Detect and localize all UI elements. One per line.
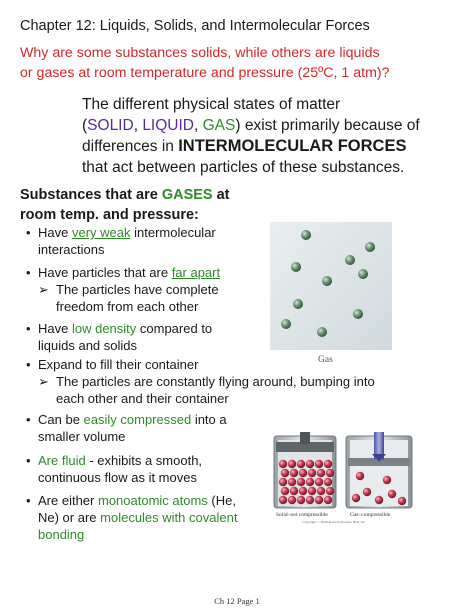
solid-particle <box>297 478 305 486</box>
highlight-low-density: low density <box>71 321 137 336</box>
solid-particle <box>288 460 296 468</box>
solid-particle <box>315 460 323 468</box>
list-item-line <box>38 411 268 428</box>
solid-particle <box>279 496 287 504</box>
gas-particle <box>317 327 327 337</box>
solid-particle <box>279 460 287 468</box>
solid-particle <box>288 478 296 486</box>
solid-particle <box>306 460 314 468</box>
figure-copyright: Copyright © 2008 Pearson Prentice Hall, Inc. <box>302 520 366 524</box>
gas-figure-background <box>270 222 392 350</box>
solid-particle <box>297 496 305 504</box>
bullet-icon: • <box>26 225 31 240</box>
question-line-2: or gases at room temperature and pressure (25ºC, 1 atm)? <box>20 65 390 81</box>
highlight-very-weak: very weak <box>71 225 131 240</box>
list-item-text: - exhibits a smooth, <box>85 453 203 468</box>
gas-particle <box>345 255 355 265</box>
solid-particle <box>288 496 296 504</box>
piston-rod <box>300 432 310 444</box>
list-item-line: smaller volume <box>38 429 126 444</box>
bullet-icon: • <box>26 412 31 427</box>
gases-keyword: GASES <box>161 187 213 203</box>
compressed-gas-particle <box>383 476 391 484</box>
solid-particle <box>299 487 307 495</box>
sub-item-line: The particles have complete <box>56 282 219 297</box>
arrow-bullet-icon: ➢ <box>38 374 49 389</box>
arrow-bullet-icon: ➢ <box>38 282 49 297</box>
list-item-text: Can be <box>38 412 84 427</box>
state-solid: SOLID <box>87 117 134 134</box>
gases-heading-line-2: room temp. and pressure: <box>20 207 199 223</box>
gases-heading-pre: Substances that are <box>20 187 162 203</box>
solid-particle <box>324 478 332 486</box>
solid-particle <box>297 460 305 468</box>
list-item-text: Have <box>38 321 72 336</box>
gas-particle <box>301 230 311 240</box>
solid-particle <box>317 487 325 495</box>
page-footer: Ch 12 Page 1 <box>214 596 260 606</box>
list-item-line: continuous flow as it moves <box>38 470 197 485</box>
compressed-gas-particle <box>352 494 360 502</box>
solid-particle <box>326 487 334 495</box>
list-item-line <box>38 452 268 469</box>
intro-paragraph <box>82 94 462 178</box>
list-item-text: into a <box>191 412 227 427</box>
compressed-gas-particle <box>363 488 371 496</box>
list-item-line <box>38 320 268 337</box>
bullet-icon: • <box>26 321 31 336</box>
gas-particles-figure <box>270 222 392 355</box>
state-gas: GAS <box>202 117 236 134</box>
solid-particle <box>299 469 307 477</box>
compressed-gas-particle <box>356 472 364 480</box>
intro-line-4: that act between particles of these substances. <box>82 159 405 176</box>
list-item-text: Expand to fill their container <box>38 357 199 372</box>
compressed-gas-particle <box>398 497 406 505</box>
bullet-icon: • <box>26 357 31 372</box>
gas-figure-caption: Gas <box>318 355 333 365</box>
gases-section-heading <box>20 185 260 225</box>
intro-differences: differences in <box>82 138 179 155</box>
list-item-line: liquids and solids <box>38 338 138 353</box>
solid-particle <box>317 469 325 477</box>
solid-figure-label: Solid–not compressible <box>276 512 328 518</box>
solid-particle <box>281 469 289 477</box>
gases-heading-line-1 <box>20 185 260 205</box>
sub-item-line: The particles are constantly flying around, bumping into <box>56 374 375 389</box>
list-item-text: (He, <box>207 493 236 508</box>
gas-cylinder <box>346 432 412 508</box>
solid-particle <box>324 460 332 468</box>
intro-open-paren: ( <box>82 117 88 134</box>
solid-particle <box>308 487 316 495</box>
sub-item-line: freedom from each other <box>56 299 199 314</box>
gas-particle <box>365 242 375 252</box>
solid-particle <box>306 496 314 504</box>
sub-item-line: each other and their container <box>56 391 229 406</box>
list-item-text: intermolecular <box>130 225 216 240</box>
solid-particle <box>290 469 298 477</box>
question-line-1: Why are some substances solids, while others are liquids <box>20 45 380 61</box>
compressed-gas-particle <box>388 490 396 498</box>
gas-particle <box>291 262 301 272</box>
highlight-covalent: molecules with covalent <box>100 510 238 525</box>
solid-cylinder <box>274 432 336 508</box>
highlight-far-apart: far apart <box>171 265 221 280</box>
intro-line-2 <box>82 115 462 136</box>
state-liquid: LIQUID <box>142 117 194 134</box>
gases-heading-post: at <box>212 187 230 203</box>
bullet-icon: • <box>26 265 31 280</box>
highlight-easily-compressed: easily compressed <box>83 412 192 427</box>
solid-particle <box>315 496 323 504</box>
gas-particles-svg <box>270 222 392 350</box>
gas-particle <box>353 309 363 319</box>
list-item-line: interactions <box>38 242 105 257</box>
list-item-text: compared to <box>136 321 213 336</box>
highlight-are-fluid: Are fluid <box>38 453 86 468</box>
gas-particle <box>358 269 368 279</box>
solid-particle <box>326 469 334 477</box>
list-item-text: Have particles that are <box>38 265 172 280</box>
gas-figure-label: Gas–compressible <box>350 512 391 518</box>
list-item-line <box>38 509 278 526</box>
highlight-bonding: bonding <box>38 527 85 542</box>
gas-particle <box>322 276 332 286</box>
list-item-text: Ne) or are <box>38 510 101 525</box>
solid-particle <box>315 478 323 486</box>
highlight-monoatomic: monoatomic atoms <box>97 493 208 508</box>
bullet-icon: • <box>26 453 31 468</box>
list-item-line <box>38 224 268 241</box>
guiding-question <box>20 43 460 83</box>
compression-figure <box>272 432 416 533</box>
intro-sep-1: , <box>133 117 143 134</box>
solid-particle <box>281 487 289 495</box>
compression-svg <box>272 432 416 528</box>
gas-particle <box>293 299 303 309</box>
solid-particle <box>279 478 287 486</box>
intro-line-3 <box>82 136 462 157</box>
gas-particle <box>281 319 291 329</box>
compressed-gas-particle <box>375 496 383 504</box>
intermolecular-forces-term: INTERMOLECULAR FORCES <box>178 137 407 155</box>
bullet-icon: • <box>26 493 31 508</box>
intro-sep-2: , <box>194 117 203 134</box>
list-item-text: Have <box>38 225 72 240</box>
intro-line-1: The different physical states of matter <box>82 96 341 113</box>
list-item-line <box>38 492 278 509</box>
solid-particle <box>306 478 314 486</box>
solid-particle <box>290 487 298 495</box>
list-item-text: Are either <box>38 493 98 508</box>
chapter-title: Chapter 12: Liquids, Solids, and Intermolecular Forces <box>20 18 370 34</box>
solid-particle <box>324 496 332 504</box>
solid-particle <box>308 469 316 477</box>
intro-line-2-end: ) exist primarily because of <box>235 117 420 134</box>
